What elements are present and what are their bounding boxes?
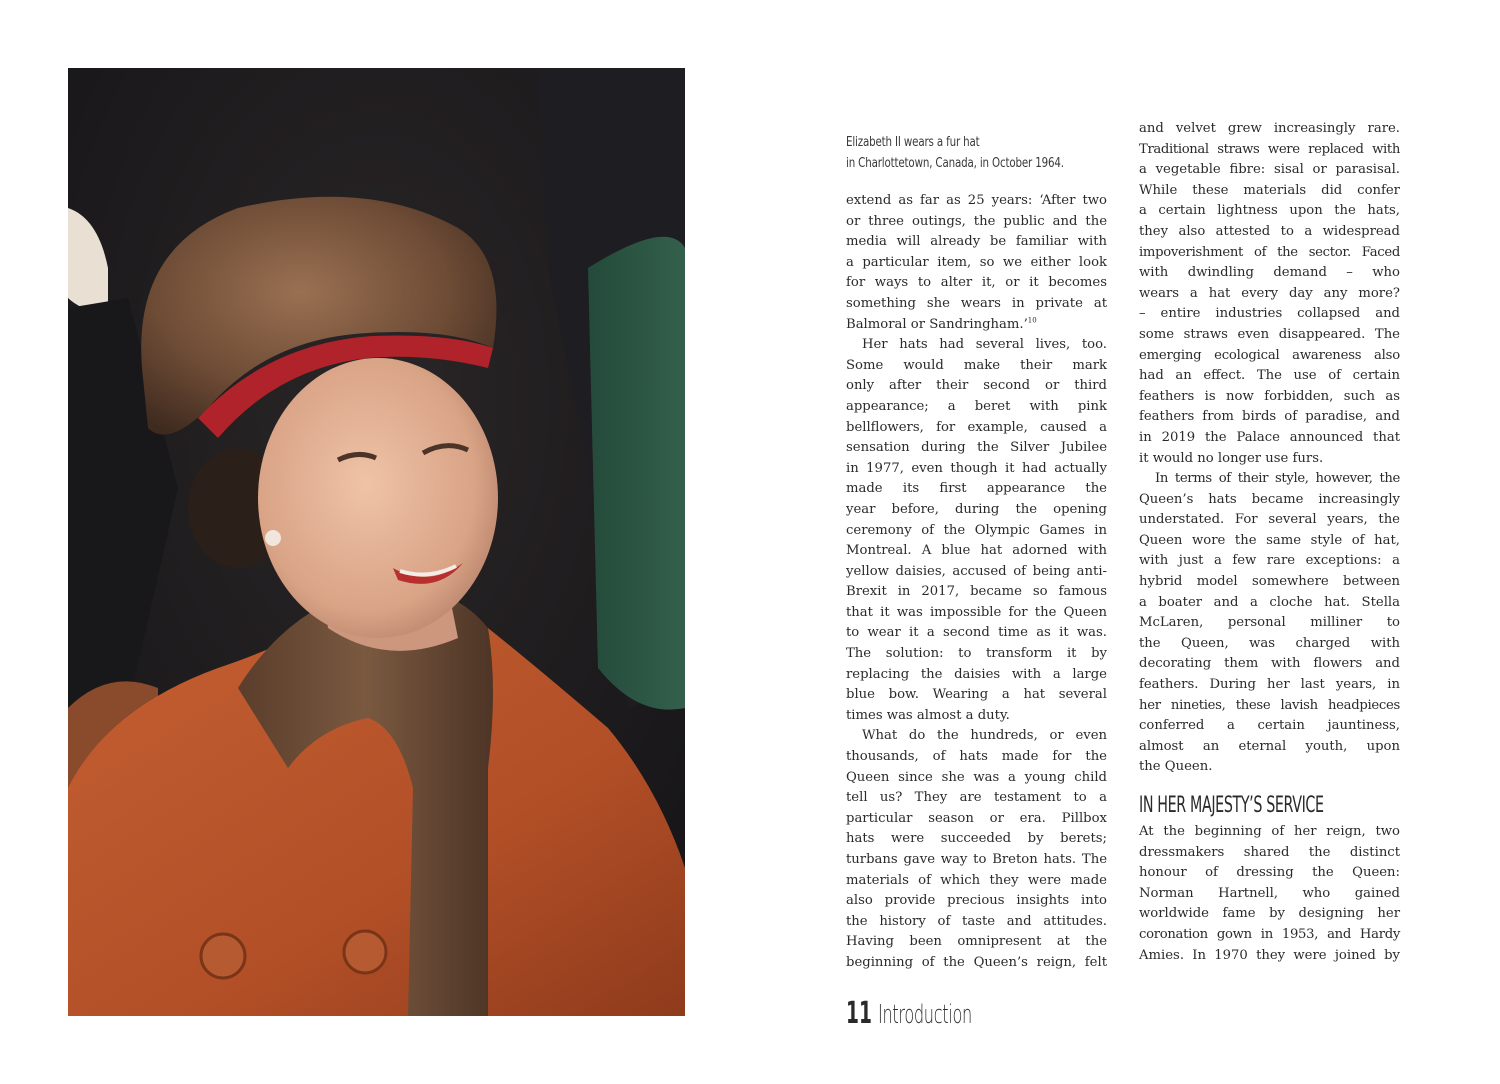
paragraph-3 xyxy=(846,726,1107,973)
text-line: feathers. During her last years, in xyxy=(1139,677,1400,693)
text-line: ceremony of the Olympic Games in xyxy=(846,522,1107,538)
text-line: understated. For several years, the xyxy=(1139,512,1400,528)
paragraph-6 xyxy=(1139,822,1400,966)
text-line: tell us? They are testament to a xyxy=(846,790,1107,806)
text-line: year before, during the opening xyxy=(846,501,1107,517)
text-line: media will already be familiar with xyxy=(846,234,1107,250)
text-line: conferred a certain jauntiness, xyxy=(1139,718,1400,734)
text-column-2 xyxy=(1139,119,1400,966)
text-line: had an effect. The use of certain xyxy=(1139,368,1400,384)
text-line: hats were succeeded by berets; xyxy=(846,831,1107,847)
text-line: something she wears in private at xyxy=(846,295,1107,311)
text-line: In terms of their style, however, the xyxy=(1155,471,1400,487)
text-line: bellflowers, for example, caused a xyxy=(846,419,1107,435)
text-line: coronation gown in 1953, and Hardy xyxy=(1139,926,1400,942)
text-line: and velvet grew increasingly rare. xyxy=(1139,121,1400,136)
text-line: or three outings, the public and the xyxy=(846,213,1107,229)
text-line: the history of taste and attitudes. xyxy=(846,913,1107,929)
text-line: with dwindling demand – who xyxy=(1139,265,1400,281)
paragraph-2 xyxy=(846,335,1107,726)
text-line: made its first appearance the xyxy=(846,481,1107,497)
text-line: particular season or era. Pillbox xyxy=(846,810,1107,826)
section-heading: IN HER MAJESTY’S SERVICE xyxy=(1139,793,1324,818)
text-column-1 xyxy=(846,191,1107,974)
text-line xyxy=(846,315,1107,336)
text-line: times was almost a duty. xyxy=(846,707,1010,723)
photo-illustration xyxy=(68,68,685,1016)
text-line: While these materials did confer xyxy=(1139,182,1400,198)
paragraph-5 xyxy=(1139,469,1400,778)
text-line: the Queen. xyxy=(1139,759,1213,775)
text-line: extend as far as 25 years: ‘After two xyxy=(846,193,1107,208)
text-line: Her hats had several lives, too. xyxy=(862,337,1107,353)
text-line: Traditional straws were replaced with xyxy=(1139,141,1400,157)
text-line: Amies. In 1970 they were joined by xyxy=(1139,947,1400,963)
page-folio xyxy=(846,996,1029,1032)
text-line: her nineties, these lavish headpieces xyxy=(1139,697,1400,713)
text-line: McLaren, personal milliner to xyxy=(1139,615,1400,631)
text-line: decorating them with flowers and xyxy=(1139,656,1400,672)
caption-line-1: Elizabeth II wears a fur hat xyxy=(846,135,980,150)
paragraph-1 xyxy=(846,191,1107,335)
text-line: a vegetable fibre: sisal or parasisal. xyxy=(1139,162,1400,178)
text-line: beginning of the Queen’s reign, felt xyxy=(846,954,1107,970)
text-line: Queen’s hats became increasingly xyxy=(1139,491,1400,507)
text-line: almost an eternal youth, upon xyxy=(1139,738,1400,754)
text-line: that it was impossible for the Queen xyxy=(846,604,1107,620)
text-line: materials of which they were made xyxy=(846,872,1107,888)
text-line: feathers from birds of paradise, and xyxy=(1139,409,1400,425)
text-line: thousands, of hats made for the xyxy=(846,749,1107,765)
text-line: in 1977, even though it had actually xyxy=(846,460,1107,476)
queen-fur-hat-photo xyxy=(68,68,685,1016)
text-line: also provide precious insights into xyxy=(846,893,1107,909)
text-line: the Queen, was charged with xyxy=(1139,635,1400,651)
text-line: Some would make their mark xyxy=(846,357,1107,373)
text-line: some straws even disappeared. The xyxy=(1139,326,1400,342)
text-line: honour of dressing the Queen: xyxy=(1139,865,1400,881)
text-line: What do the hundreds, or even xyxy=(862,728,1107,744)
text-line: only after their second or third xyxy=(846,378,1107,394)
text-line: yellow daisies, accused of being anti- xyxy=(846,563,1107,579)
text-line: replacing the daisies with a large xyxy=(846,666,1107,682)
text-line: in 2019 the Palace announced that xyxy=(1139,429,1400,445)
text-line-body: Balmoral or Sandringham.’ xyxy=(846,316,1028,332)
running-section-title: Introduction xyxy=(878,1000,972,1030)
text-line: Brexit in 2017, became so famous xyxy=(846,584,1107,600)
caption-line-2: in Charlottetown, Canada, in October 1964. xyxy=(846,155,1064,171)
page-number: 11 xyxy=(846,996,872,1031)
paragraph-4 xyxy=(1139,119,1400,469)
text-line: they also attested to a widespread xyxy=(1139,223,1400,239)
text-line: for ways to alter it, or it becomes xyxy=(846,275,1107,291)
text-line: hybrid model somewhere between xyxy=(1139,574,1400,590)
text-line: Queen wore the same style of hat, xyxy=(1139,532,1400,548)
text-line: emerging ecological awareness also xyxy=(1139,347,1400,363)
text-line: worldwide fame by designing her xyxy=(1139,906,1400,922)
text-line: a certain lightness upon the hats, xyxy=(1139,203,1400,219)
text-line: Norman Hartnell, who gained xyxy=(1139,885,1400,901)
footnote-ref: 10 xyxy=(1027,316,1037,325)
text-line: turbans gave way to Breton hats. The xyxy=(846,852,1107,867)
text-line: Queen since she was a young child xyxy=(846,769,1107,785)
text-line: to wear it a second time as it was. xyxy=(846,625,1107,641)
text-line: a particular item, so we either look xyxy=(846,254,1107,270)
text-line: Having been omnipresent at the xyxy=(846,934,1107,950)
text-line: Montreal. A blue hat adorned with xyxy=(846,543,1107,559)
text-line: with just a few rare exceptions: a xyxy=(1139,553,1400,569)
text-line: At the beginning of her reign, two xyxy=(1139,824,1400,839)
text-line: it would no longer use furs. xyxy=(1139,450,1324,466)
text-line: The solution: to transform it by xyxy=(846,646,1107,662)
photo-caption xyxy=(846,133,1064,174)
text-line: wears a hat every day any more? xyxy=(1139,285,1400,301)
text-line: a boater and a cloche hat. Stella xyxy=(1139,594,1400,610)
text-line: – entire industries collapsed and xyxy=(1139,306,1400,322)
text-line: dressmakers shared the distinct xyxy=(1139,844,1400,860)
text-line: blue bow. Wearing a hat several xyxy=(846,687,1107,703)
text-line: sensation during the Silver Jubilee xyxy=(846,440,1107,456)
text-line: impoverishment of the sector. Faced xyxy=(1139,244,1400,260)
text-line: appearance; a beret with pink xyxy=(846,398,1107,414)
text-line: feathers is now forbidden, such as xyxy=(1139,388,1400,404)
